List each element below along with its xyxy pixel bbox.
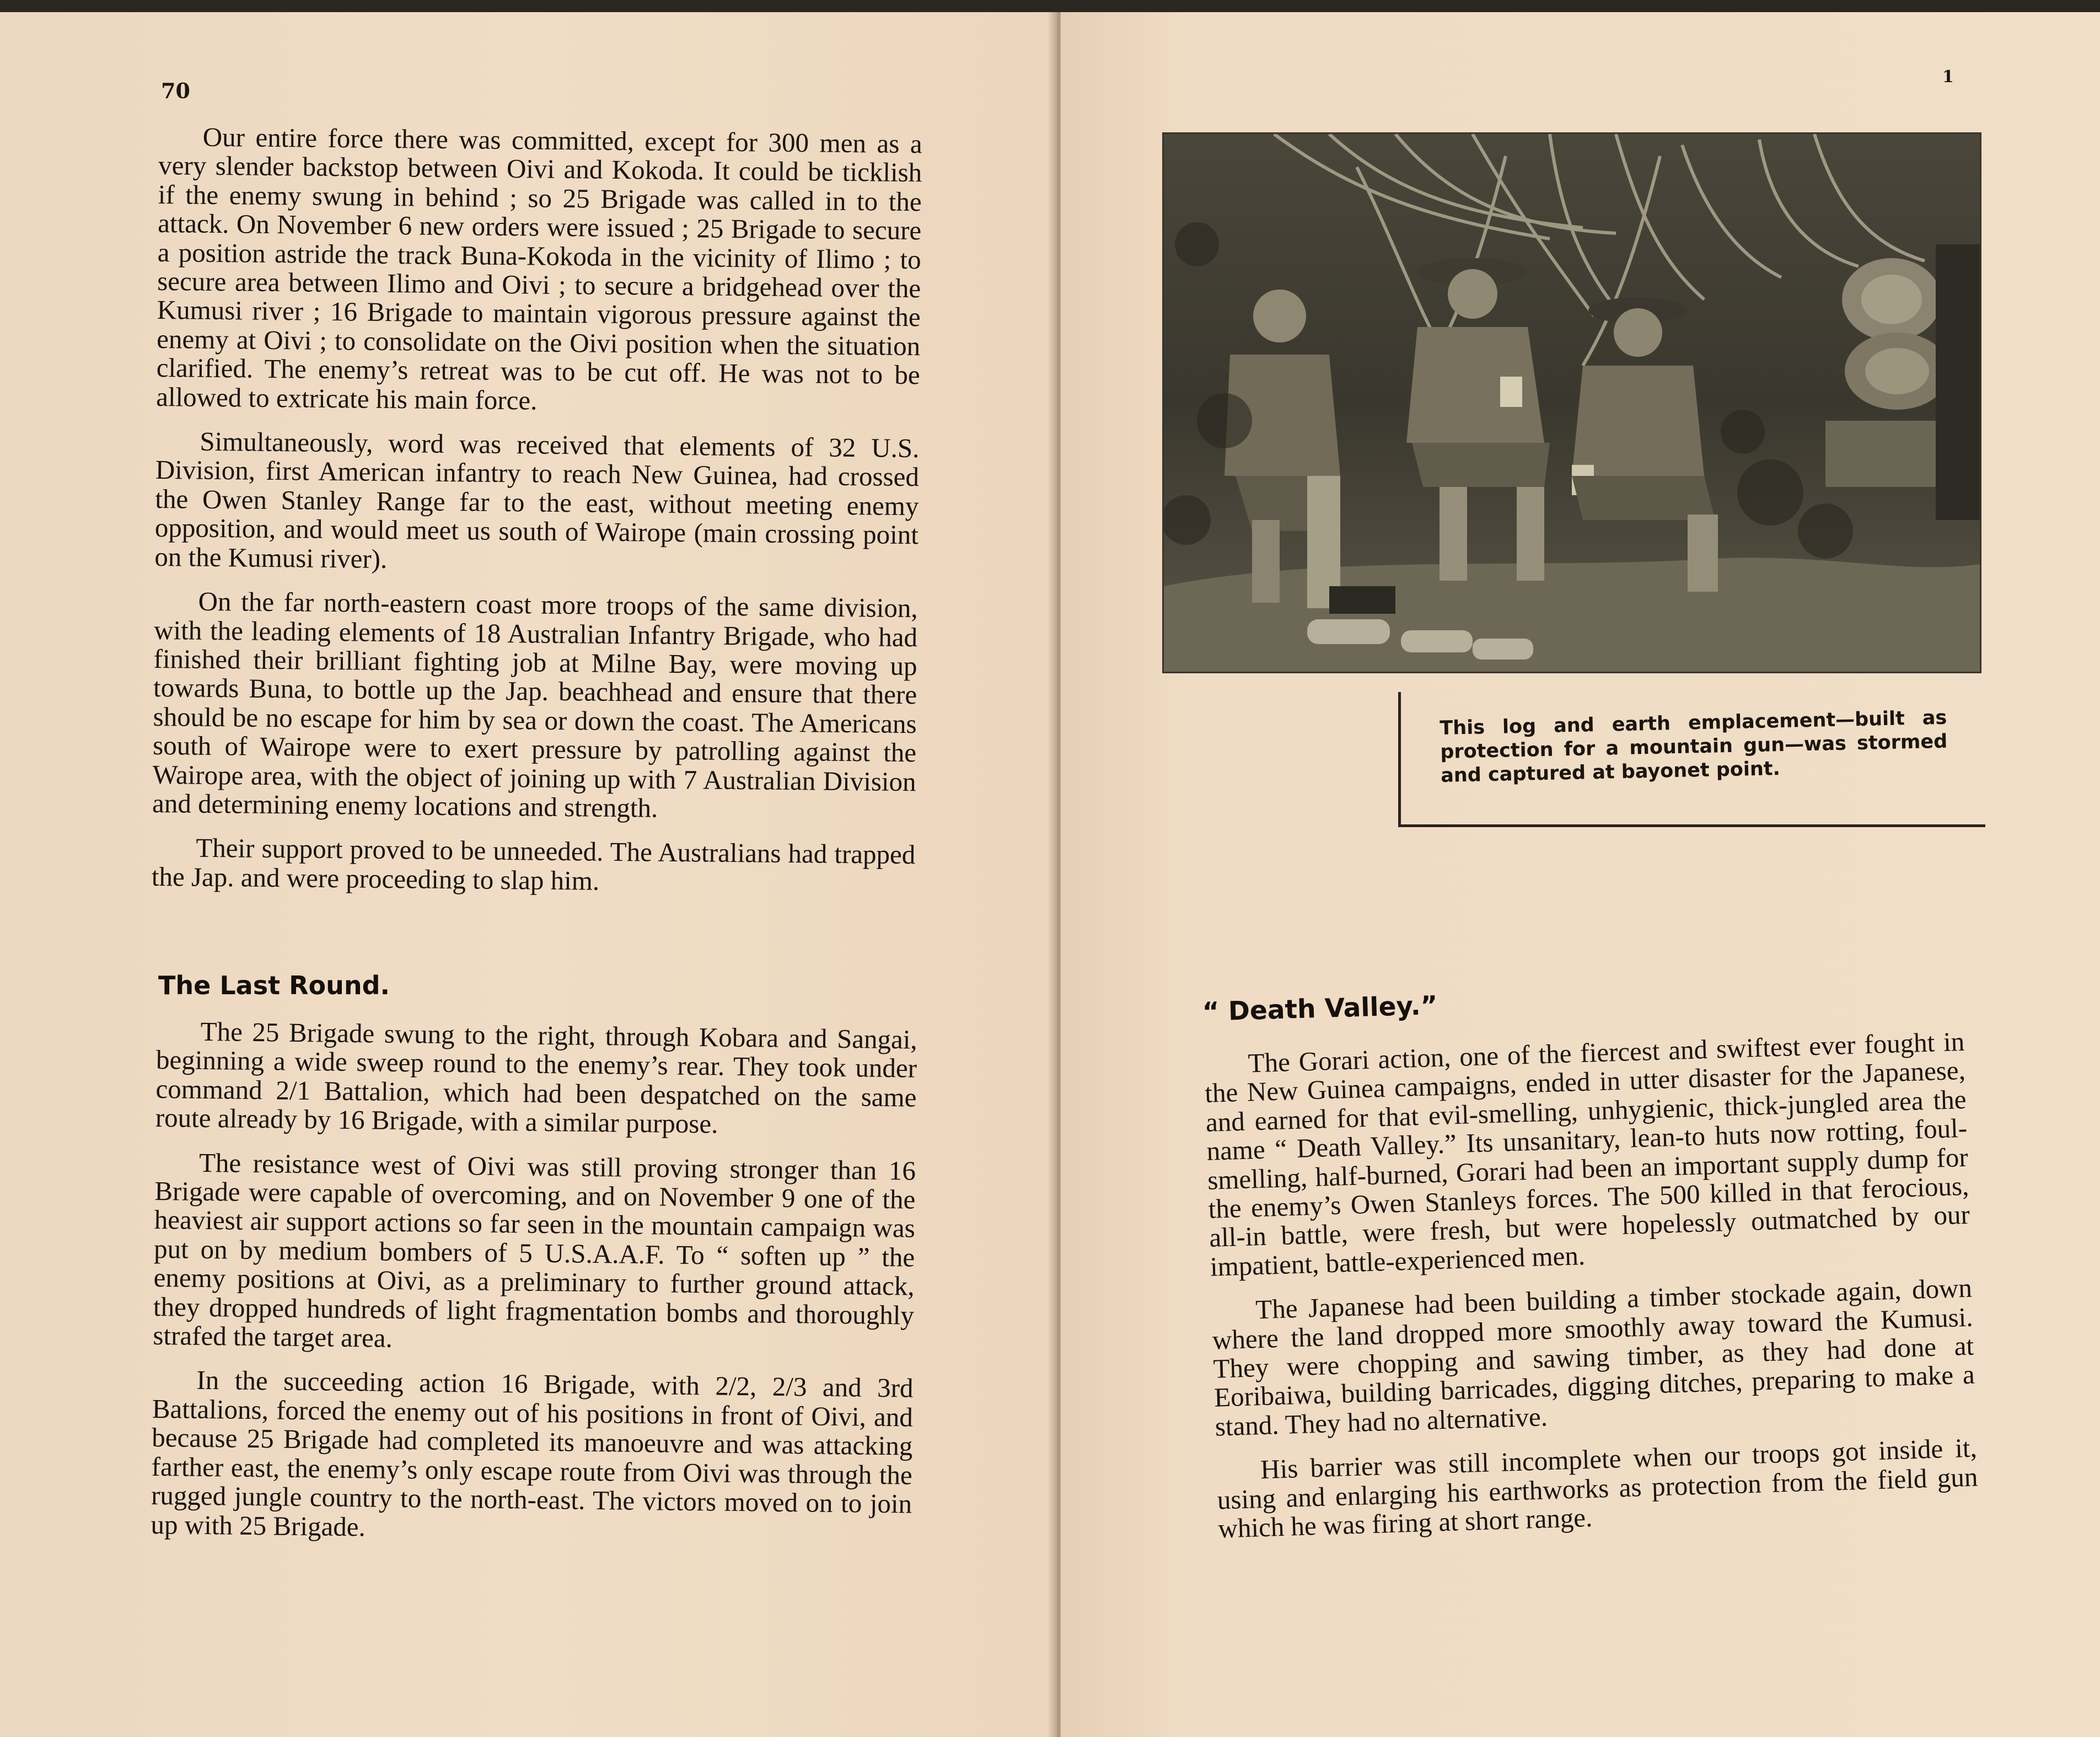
left-paragraph-4: Their support proved to be unneeded. The Australians had trapped the Jap. and were proceeding to slap him. (151, 833, 916, 896)
scan-top-edge (0, 0, 2100, 12)
section-heading-last-round: The Last Round. (158, 971, 390, 1000)
left-page-number: 70 (161, 78, 190, 103)
left-section-paragraph-3: In the succeeding action 16 Brigade, with 2/2, 2/3 and 3rd Battalions, forced the enemy out of his positions in front of Oivi, and because 25 Brigade had completed its manoeuvre and was attacking farther east, the enemy’s only escape route from Oivi was through the rugged jungle country to the north-east. The victors moved on to join up with 25 Brigade. (151, 1365, 914, 1542)
left-body-bottom (151, 1017, 917, 1548)
left-section-paragraph-1: The 25 Brigade swung to the right, through Kobara and Sangai, beginning a wide sweep round to the enemy’s rear. They took under command 2/1 Battalion, which had been despatched on the same route already by 16 Brigade, with a similar purpose. (155, 1016, 917, 1139)
left-paragraph-2: Simultaneously, word was received that elements of 32 U.S. Division, first American infantry to reach New Guinea, had crossed the Owen Stanley Range far to the east, without meeting enemy opposition, and would meet us south of Wairope (main crossing point on the Kumusi river). (154, 426, 920, 574)
photo-caption-box (1398, 692, 1985, 827)
left-paragraph-3: On the far north-eastern coast more troops of the same division, with the leading elements of 18 Australian Infantry Brigade, who had finished their brilliant fighting job at Milne Bay, were moving up towards Buna, to bottle up the Jap. beachhead and ensure that there should be no escape for him by sea or down the coast. The Americans south of Wairope were to exert pressure by patrolling against the Wairope area, with the object of joining up with 7 Australian Division and determining enemy locations and strength. (152, 586, 918, 823)
left-paragraph-1: Our entire force there was committed, except for 300 men as a very slender backstop between Oivi and Kokoda. It could be ticklish if the enemy swung in behind ; so 25 Brigade was called in to the attack. On November 6 new orders were issued ; 25 Brigade to secure a position astride the track Buna-Kokoda in the vicinity of Ilimo ; to secure area between Ilimo and Oivi ; to secure a bridgehead over the Kumusi river ; 16 Brigade to maintain vigorous pressure against the enemy at Oivi ; to consolidate on the Oivi position when the situation clarified. The enemy’s retreat was to be cut off. He was not to be allowed to extricate his main force. (155, 121, 922, 416)
right-paragraph-1: The Gorari action, one of the fiercest and swiftest ever fought in the New Guinea campaigns, ended in utter disaster for the Japanese, and earned for that evil-smelling, unhygienic, thick-jungled area the name “ Death Valley.” Its unsanitary, lean-to huts now rotting, foul-smelling, half-burned, Gorari had been an important supply dump for the enemy’s Owen Stanleys forces. The 500 killed in that ferocious, all-in battle, were fresh, but were hopelessly outmatched by our impatient, battle-experienced men. (1204, 1026, 1970, 1282)
photo-caption: This log and earth emplacement—built as protection for a mountain gun—was stormed and captured at bayonet point. (1440, 706, 1948, 787)
left-body-top (152, 122, 922, 898)
right-paragraph-3: His barrier was still incomplete when our troops got inside it, using and enlarging his earthworks as protection from the field gun which he was firing at short range. (1217, 1432, 1979, 1544)
section-heading-death-valley: “ Death Valley.” (1202, 990, 1438, 1027)
right-paragraph-2: The Japanese had been building a timber stockade again, down where the land dropped more smoothly away toward the Kumusi. They were chopping and sawing timber, as they had done at Eoribaiwa, building barricades, digging ditches, preparing to make a stand. They had no alternative. (1212, 1272, 1975, 1442)
right-body (1204, 1027, 1979, 1543)
photo-illustration (1164, 134, 1980, 672)
left-section-paragraph-2: The resistance west of Oivi was still proving stronger than 16 Brigade were capable of overcoming, and on November 9 one of the heaviest air support actions so far seen in the mountain campaign was put on by medium bombers of 5 U.S.A.A.F. To “ soften up ” the enemy positions at Oivi, as a preliminary to further ground attack, they dropped hundreds of light fragmentation bombs and thoroughly strafed the target area. (153, 1147, 916, 1353)
right-page-number: 1 (1942, 67, 1954, 87)
jungle-emplacement-photo (1164, 134, 1980, 672)
left-page (0, 12, 1054, 1737)
